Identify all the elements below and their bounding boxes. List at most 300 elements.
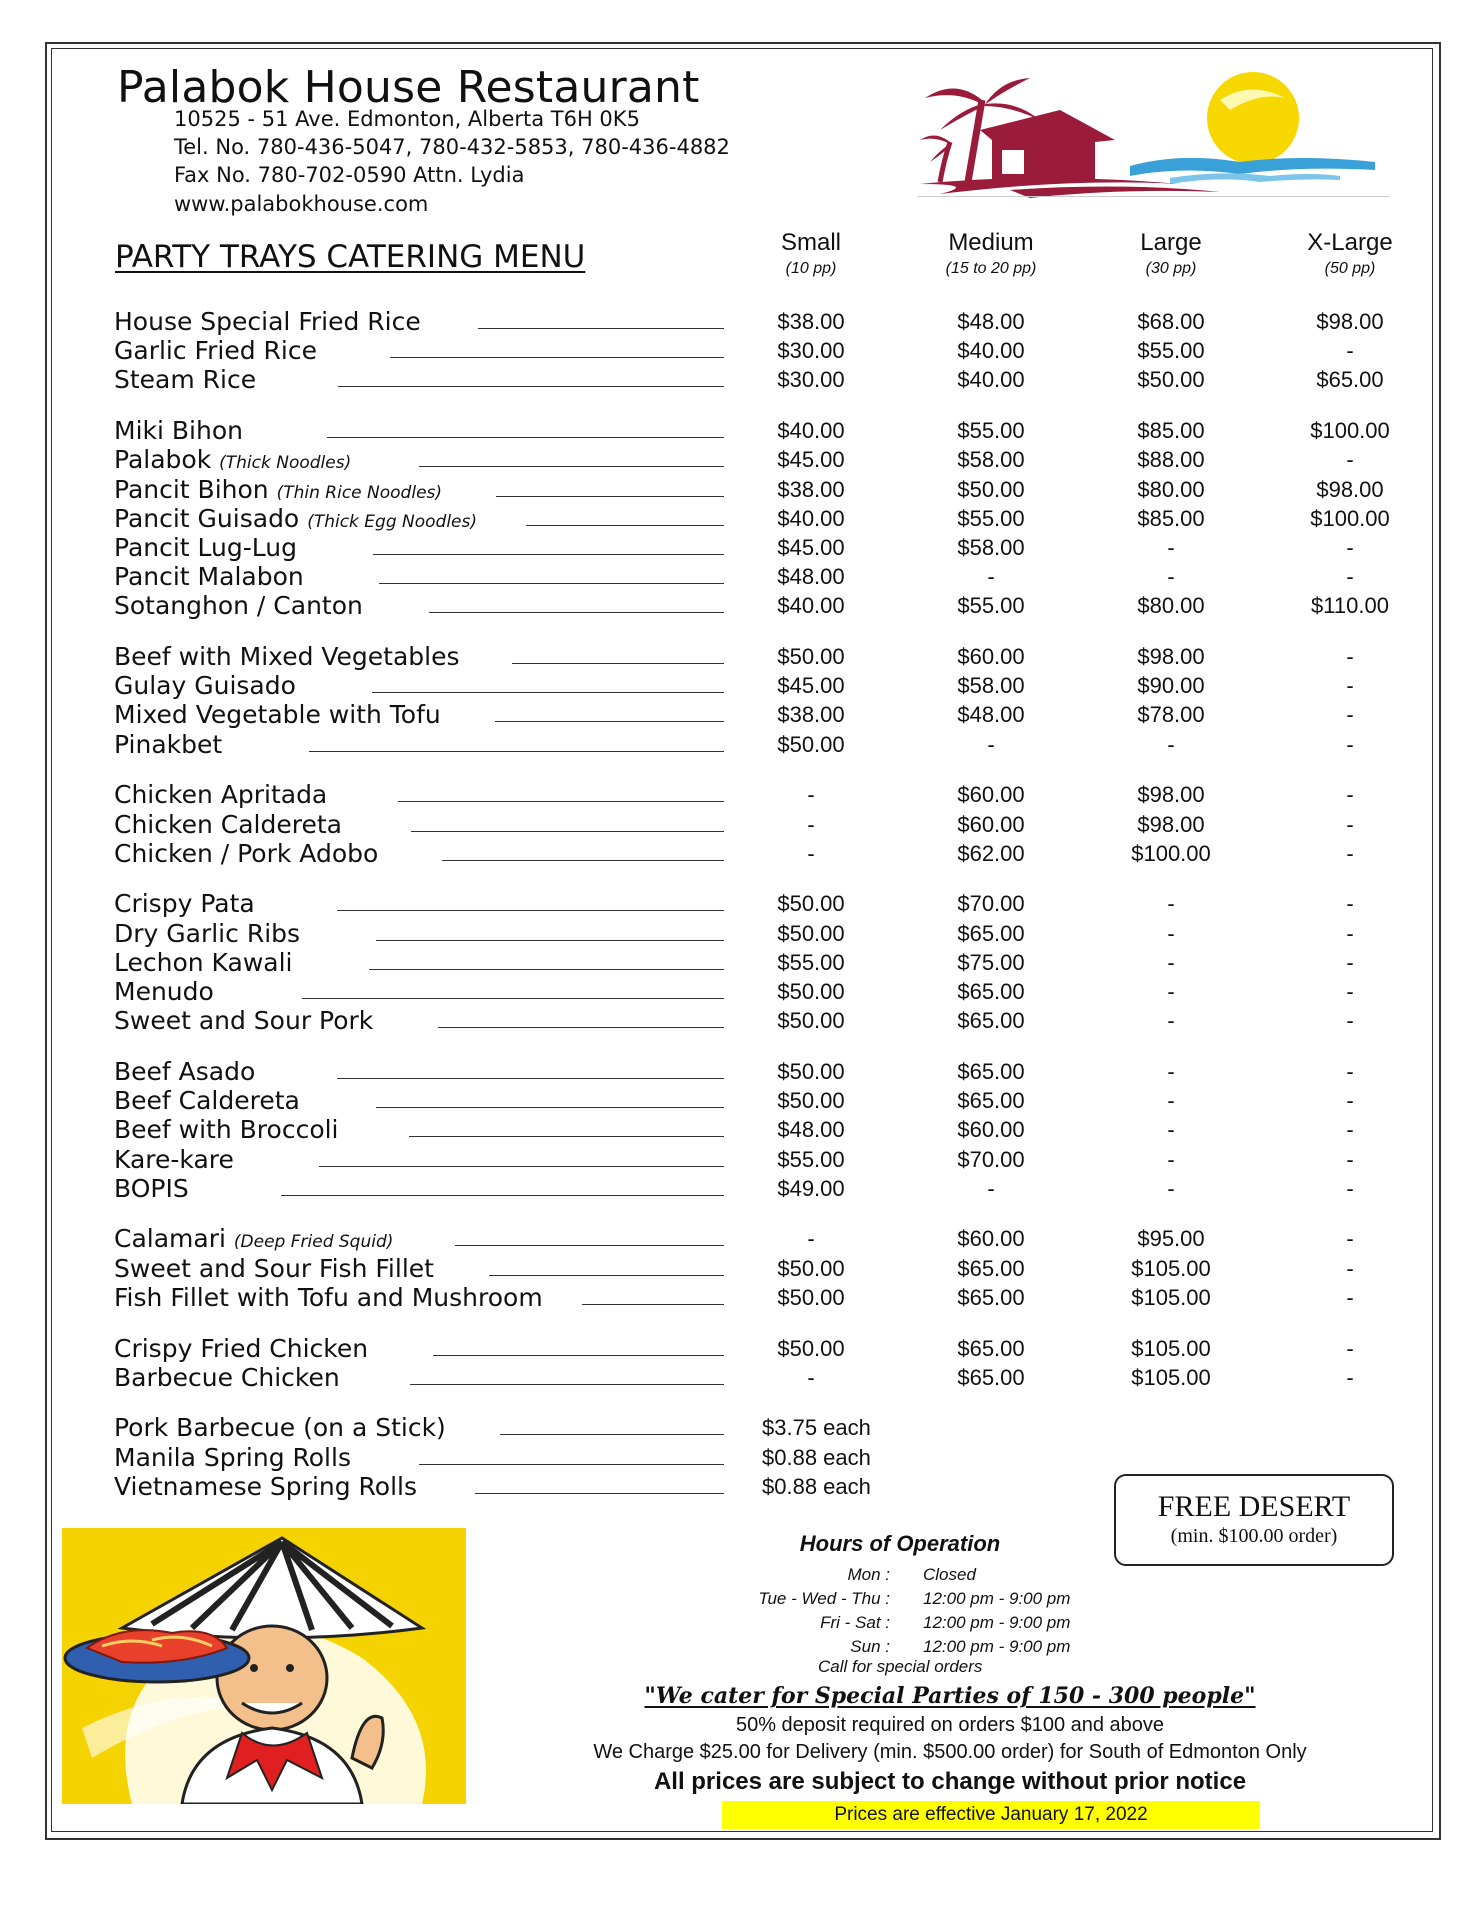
price-cell: $90.00	[1137, 673, 1205, 699]
dish-name-text: Steam Rice	[114, 365, 257, 395]
dish-name-text: Pancit Lug-Lug	[114, 532, 297, 562]
column-size: X-Large	[1307, 229, 1393, 256]
price-cell: $49.00	[777, 1175, 845, 1201]
dish-name	[114, 1006, 373, 1035]
menu-row	[0, 810, 1484, 839]
price-cell: $98.00	[1137, 644, 1205, 669]
dish-name-text: Beef with Mixed Vegetables	[114, 642, 460, 671]
price-cell: $40.00	[777, 418, 845, 444]
price-cell: $65.00	[957, 1335, 1025, 1361]
leader-line	[411, 831, 724, 832]
menu-row	[0, 533, 1484, 562]
dish-name-text: Kare-kare	[114, 1144, 234, 1174]
leader-line	[281, 1195, 724, 1196]
price-cell: $100.00	[1310, 505, 1390, 531]
dish-name	[114, 700, 441, 729]
column-header-medium	[921, 228, 1061, 280]
dish-note: (Thick Egg Noodles)	[307, 511, 478, 532]
price-cell: -	[807, 782, 815, 808]
menu-row	[0, 1057, 1484, 1086]
price-cell: $48.00	[777, 1117, 845, 1143]
dish-name	[114, 307, 421, 336]
dish-name-text: Barbecue Chicken	[114, 1362, 340, 1392]
delivery-note: We Charge $25.00 for Delivery (min. $500.00 order) for South of Edmonton Only	[593, 1741, 1307, 1763]
price-cell: $95.00	[1137, 1226, 1205, 1252]
price-cell: -	[1346, 1088, 1354, 1114]
price-cell: -	[1346, 1364, 1354, 1390]
menu-row	[0, 889, 1484, 918]
price-cell: $40.00	[777, 505, 845, 531]
price-cell: $98.00	[1137, 782, 1205, 808]
free-desert-min: (min. $100.00 order)	[1170, 1525, 1338, 1547]
free-desert-box	[1114, 1474, 1394, 1566]
menu-row	[0, 1413, 1484, 1442]
dish-name	[114, 1443, 351, 1472]
special-orders-note: Call for special orders	[818, 1657, 983, 1676]
price-cell: $55.00	[957, 505, 1025, 531]
dish-name	[114, 1115, 339, 1144]
website-link[interactable]: www.palabokhouse.com	[174, 192, 429, 216]
price-cell: -	[807, 840, 815, 866]
price-cell: -	[1346, 1255, 1354, 1281]
price-cell: -	[1346, 1058, 1354, 1084]
price-cell: -	[1346, 840, 1354, 866]
menu-row	[0, 562, 1484, 591]
price-cell: $78.00	[1137, 702, 1205, 728]
price-cell: $70.00	[957, 891, 1025, 917]
dish-name	[114, 780, 327, 809]
price-cell: -	[1346, 1008, 1354, 1034]
price-cell: $60.00	[957, 782, 1025, 808]
price-cell: $50.00	[777, 644, 845, 669]
menu-row	[0, 445, 1484, 474]
dish-name	[114, 730, 222, 759]
price-cell: $50.00	[777, 1058, 845, 1084]
menu-row	[0, 700, 1484, 729]
column-header-small	[741, 228, 881, 280]
dish-name	[114, 336, 317, 365]
price-cell: -	[1167, 1008, 1175, 1034]
dish-name	[114, 533, 297, 562]
price-cell: $60.00	[957, 811, 1025, 837]
telephone: Tel. No. 780-436-5047, 780-432-5853, 780-436-4882	[174, 135, 730, 159]
price-cell: -	[807, 811, 815, 837]
price-cell: -	[1346, 891, 1354, 917]
price-cell: $68.00	[1137, 309, 1205, 334]
leader-line	[442, 860, 724, 861]
price-cell: -	[1346, 731, 1354, 757]
price-cell: $65.00	[957, 1058, 1025, 1084]
price-cell: $50.00	[777, 1335, 845, 1361]
price-cell: $60.00	[957, 1117, 1025, 1143]
price-cell: -	[1346, 644, 1354, 669]
price-cell: $65.00	[1316, 367, 1384, 393]
dish-name-text: Pancit Bihon	[114, 474, 269, 504]
menu-row	[0, 839, 1484, 868]
leader-line	[512, 663, 724, 664]
price-cell: -	[1167, 534, 1175, 560]
menu-row	[0, 780, 1484, 809]
price-cell: $58.00	[957, 447, 1025, 473]
dish-name	[114, 445, 351, 478]
menu-row	[0, 1086, 1484, 1115]
menu-row	[0, 642, 1484, 671]
dish-name-text: Chicken / Pork Adobo	[114, 838, 379, 868]
menu-row	[0, 475, 1484, 504]
dish-name	[114, 1086, 300, 1115]
dish-name	[114, 504, 477, 537]
hours-time: 12:00 pm - 9:00 pm	[923, 1589, 1071, 1608]
price-cell: $62.00	[957, 840, 1025, 866]
hours-time: Closed	[923, 1565, 976, 1584]
logo-underline	[917, 196, 1390, 197]
dish-note: (Thin Rice Noodles)	[276, 482, 443, 503]
menu-row	[0, 1115, 1484, 1144]
price-cell: $55.00	[777, 1146, 845, 1172]
menu-title: PARTY TRAYS CATERING MENU	[115, 239, 586, 275]
price-cell: $58.00	[957, 673, 1025, 699]
price-cell: -	[1346, 1284, 1354, 1310]
dish-name	[114, 1363, 340, 1392]
column-people: (15 to 20 pp)	[945, 260, 1037, 277]
menu-row	[0, 671, 1484, 700]
dish-name	[114, 365, 256, 394]
price-cell: -	[1346, 979, 1354, 1004]
leader-line	[429, 612, 724, 613]
price-cell: -	[1346, 811, 1354, 837]
menu-row	[0, 1334, 1484, 1363]
leader-line	[489, 1275, 724, 1276]
dish-name	[114, 1174, 189, 1203]
dish-name-text: Chicken Apritada	[114, 780, 328, 810]
menu-row	[0, 1145, 1484, 1174]
leader-line	[496, 496, 724, 497]
price-cell: $45.00	[777, 534, 845, 560]
price-cell: $70.00	[957, 1146, 1025, 1172]
price-cell: $50.00	[777, 731, 845, 757]
price-cell: $50.00	[777, 891, 845, 917]
menu-row	[0, 1174, 1484, 1203]
dish-name	[114, 1472, 417, 1501]
price-cell: -	[987, 564, 995, 590]
hours-title: Hours of Operation	[799, 1531, 1001, 1556]
cater-text: "We cater for Special Parties of 150 - 300 people"	[644, 1683, 1256, 1709]
price-cell: $98.00	[1316, 309, 1384, 334]
menu-row	[0, 1006, 1484, 1035]
dish-name-text: Calamari	[114, 1224, 226, 1254]
price-cell: $50.00	[777, 1255, 845, 1281]
price-cell: -	[1167, 1058, 1175, 1084]
dish-note: (Deep Fried Squid)	[233, 1232, 394, 1253]
dish-name-text: Crispy Fried Chicken	[114, 1333, 369, 1363]
price-cell: -	[1346, 702, 1354, 728]
dish-name-text: Garlic Fried Rice	[114, 336, 317, 366]
price-cell: $45.00	[777, 673, 845, 699]
price-cell: $55.00	[1137, 338, 1205, 364]
dish-name	[114, 919, 300, 948]
column-people: (10 pp)	[785, 260, 837, 277]
price-cell: $98.00	[1137, 811, 1205, 837]
dish-name-text: Sweet and Sour Pork	[114, 1006, 374, 1036]
leader-line	[302, 998, 724, 999]
dish-name	[114, 1224, 393, 1257]
price-cell: $55.00	[777, 949, 845, 975]
dish-name-text: Pancit Guisado	[114, 503, 300, 533]
leader-line	[398, 801, 724, 802]
leader-line	[376, 1107, 724, 1108]
price-cell: $60.00	[957, 644, 1025, 669]
price-cell: -	[1346, 1175, 1354, 1201]
price-cell: $65.00	[957, 1255, 1025, 1281]
menu-row	[0, 416, 1484, 445]
free-desert-title: FREE DESERT	[1157, 1490, 1351, 1523]
leader-line	[433, 1355, 724, 1356]
price-cell: $105.00	[1131, 1364, 1211, 1390]
price-each: $0.88 each	[762, 1444, 871, 1470]
deposit-note: 50% deposit required on orders $100 and above	[735, 1714, 1165, 1736]
dish-name	[114, 1057, 255, 1086]
leader-line	[526, 525, 724, 526]
prices-change-note: All prices are subject to change without prior notice	[653, 1768, 1247, 1795]
dish-name-text: Beef with Broccoli	[114, 1115, 339, 1145]
price-cell: $30.00	[777, 367, 845, 393]
price-cell: $85.00	[1137, 418, 1205, 444]
hours-day: Tue - Wed - Thu :	[758, 1589, 890, 1608]
dish-name-text: Beef Caldereta	[114, 1086, 300, 1116]
dish-name	[114, 671, 296, 700]
logo-sea	[1130, 158, 1375, 176]
leader-line	[369, 969, 724, 970]
dish-name	[114, 839, 378, 868]
price-cell: $45.00	[777, 447, 845, 473]
price-cell: $30.00	[777, 338, 845, 364]
logo-hut	[980, 110, 1115, 182]
leader-line	[410, 1384, 724, 1385]
price-cell: $98.00	[1316, 476, 1384, 502]
leader-line	[372, 692, 724, 693]
price-cell: -	[1167, 979, 1175, 1004]
price-cell: $50.00	[777, 979, 845, 1004]
price-cell: -	[1167, 920, 1175, 946]
price-cell: $50.00	[777, 920, 845, 946]
leader-line	[337, 910, 724, 911]
price-cell: $50.00	[777, 1088, 845, 1114]
price-cell: -	[1167, 1117, 1175, 1143]
dish-name-text: Palabok	[114, 445, 212, 475]
leader-line	[337, 1078, 724, 1079]
price-cell: $105.00	[1131, 1255, 1211, 1281]
menu-row	[0, 307, 1484, 336]
price-cell: $65.00	[957, 1364, 1025, 1390]
price-cell: $38.00	[777, 309, 845, 334]
chef-illustration	[62, 1528, 466, 1804]
dish-name-text: Dry Garlic Ribs	[114, 918, 301, 948]
dish-name-text: Pork Barbecue (on a Stick)	[114, 1413, 446, 1443]
price-cell: -	[1167, 949, 1175, 975]
dish-name-text: Vietnamese Spring Rolls	[114, 1471, 418, 1501]
dish-name-text: Gulay Guisado	[114, 671, 296, 701]
price-cell: $80.00	[1137, 593, 1205, 619]
leader-line	[309, 751, 724, 752]
menu-row	[0, 1254, 1484, 1283]
price-cell: $38.00	[777, 702, 845, 728]
price-cell: $100.00	[1131, 840, 1211, 866]
price-cell: -	[1346, 564, 1354, 590]
leader-line	[376, 940, 724, 941]
dish-name	[114, 1254, 434, 1283]
leader-line	[338, 386, 724, 387]
leader-line	[419, 466, 724, 467]
column-size: Large	[1140, 229, 1202, 256]
menu-row	[0, 1224, 1484, 1253]
dish-name	[114, 1283, 543, 1312]
logo-sun	[1207, 72, 1299, 164]
price-cell: $58.00	[957, 534, 1025, 560]
leader-line	[419, 1464, 724, 1465]
dish-name	[114, 1334, 368, 1363]
price-cell: -	[987, 1175, 995, 1201]
hours-day: Fri - Sat :	[820, 1613, 890, 1632]
leader-line	[455, 1245, 724, 1246]
hours-time: 12:00 pm - 9:00 pm	[923, 1637, 1071, 1656]
price-cell: -	[1167, 891, 1175, 917]
price-cell: $48.00	[957, 702, 1025, 728]
dish-name	[114, 1145, 234, 1174]
dish-name	[114, 591, 363, 620]
price-cell: $65.00	[957, 1088, 1025, 1114]
price-cell: -	[1346, 1226, 1354, 1252]
leader-line	[500, 1434, 724, 1435]
menu-row	[0, 1443, 1484, 1472]
dish-name-text: Sweet and Sour Fish Fillet	[114, 1253, 434, 1283]
price-cell: -	[1167, 1088, 1175, 1114]
price-cell: $105.00	[1131, 1284, 1211, 1310]
price-cell: $65.00	[957, 1284, 1025, 1310]
leader-line	[438, 1027, 724, 1028]
price-cell: $40.00	[957, 338, 1025, 364]
dish-name-text: Manila Spring Rolls	[114, 1442, 351, 1472]
price-cell: $38.00	[777, 476, 845, 502]
price-cell: -	[1167, 731, 1175, 757]
dish-name-text: House Special Fried Rice	[114, 307, 421, 336]
dish-name-text: Sotanghon / Canton	[114, 591, 363, 621]
dish-name	[114, 562, 304, 591]
leader-line	[319, 1166, 724, 1167]
address: 10525 - 51 Ave. Edmonton, Alberta T6H 0K5	[174, 107, 640, 131]
restaurant-name: Palabok House Restaurant	[117, 62, 700, 113]
column-size: Small	[780, 229, 841, 256]
leader-line	[409, 1136, 724, 1137]
price-cell: $50.00	[777, 1008, 845, 1034]
price-cell: -	[987, 731, 995, 757]
price-cell: -	[1346, 338, 1354, 364]
price-cell: $110.00	[1311, 593, 1389, 619]
dish-name	[114, 642, 460, 671]
dish-name	[114, 948, 292, 977]
price-cell: $65.00	[957, 979, 1025, 1004]
price-each: $3.75 each	[762, 1415, 871, 1441]
dish-name-text: Crispy Pata	[114, 889, 255, 919]
column-header-xlarge	[1280, 228, 1420, 280]
price-cell: $100.00	[1310, 418, 1390, 444]
price-cell: $50.00	[777, 1284, 845, 1310]
hours-time: 12:00 pm - 9:00 pm	[923, 1613, 1071, 1632]
price-cell: $50.00	[1137, 367, 1205, 393]
restaurant-logo	[920, 70, 1380, 200]
price-cell: -	[1167, 564, 1175, 590]
menu-row	[0, 919, 1484, 948]
price-cell: $105.00	[1131, 1335, 1211, 1361]
price-cell: $55.00	[957, 418, 1025, 444]
leader-line	[373, 554, 724, 555]
price-cell: $80.00	[1137, 476, 1205, 502]
dish-name-text: Mixed Vegetable with Tofu	[114, 700, 441, 730]
price-cell: $48.00	[777, 564, 845, 590]
dish-name-text: Pinakbet	[114, 729, 223, 759]
column-size: Medium	[948, 229, 1034, 256]
price-cell: -	[1167, 1146, 1175, 1172]
dish-name-text: Miki Bihon	[114, 416, 243, 446]
effective-date: Prices are effective January 17, 2022	[722, 1801, 1260, 1829]
price-cell: -	[807, 1364, 815, 1390]
dish-name-text: Pancit Malabon	[114, 562, 304, 592]
leader-line	[327, 437, 724, 438]
dish-name-text: Fish Fillet with Tofu and Mushroom	[114, 1282, 543, 1312]
menu-row	[0, 948, 1484, 977]
price-cell: $40.00	[957, 367, 1025, 393]
price-each: $0.88 each	[762, 1473, 871, 1499]
dish-name	[114, 416, 243, 445]
leader-line	[390, 357, 724, 358]
column-people: (50 pp)	[1324, 260, 1376, 277]
dish-name-text: Beef Asado	[114, 1056, 256, 1086]
dish-note: (Thick Noodles)	[219, 453, 352, 474]
leader-line	[495, 721, 724, 722]
price-cell: $65.00	[957, 1008, 1025, 1034]
price-cell: -	[1346, 534, 1354, 560]
price-cell: -	[1346, 920, 1354, 946]
menu-row	[0, 336, 1484, 365]
price-cell: $75.00	[957, 949, 1025, 975]
dish-name-text: BOPIS	[114, 1173, 189, 1203]
cater-slogan	[600, 1683, 1300, 1709]
dish-name-text: Menudo	[114, 977, 214, 1006]
fax: Fax No. 780-702-0590 Attn. Lydia	[174, 163, 525, 187]
menu-row	[0, 1283, 1484, 1312]
price-cell: -	[807, 1226, 815, 1252]
menu-row	[0, 730, 1484, 759]
menu-row	[0, 591, 1484, 620]
hours-day: Mon :	[847, 1565, 890, 1584]
menu-row	[0, 365, 1484, 394]
column-people: (30 pp)	[1145, 260, 1197, 277]
column-header-large	[1101, 228, 1241, 280]
price-cell: -	[1346, 782, 1354, 808]
price-cell: -	[1346, 949, 1354, 975]
price-cell: -	[1346, 1335, 1354, 1361]
price-cell: -	[1167, 1175, 1175, 1201]
menu-row	[0, 977, 1484, 1006]
dish-name-text: Chicken Caldereta	[114, 809, 342, 839]
menu-row	[0, 1363, 1484, 1392]
price-cell: $40.00	[777, 593, 845, 619]
dish-name	[114, 810, 342, 839]
price-cell: -	[1346, 447, 1354, 473]
price-cell: -	[1346, 1117, 1354, 1143]
price-cell: $60.00	[957, 1226, 1025, 1252]
price-cell: $65.00	[957, 920, 1025, 946]
leader-line	[582, 1304, 724, 1305]
